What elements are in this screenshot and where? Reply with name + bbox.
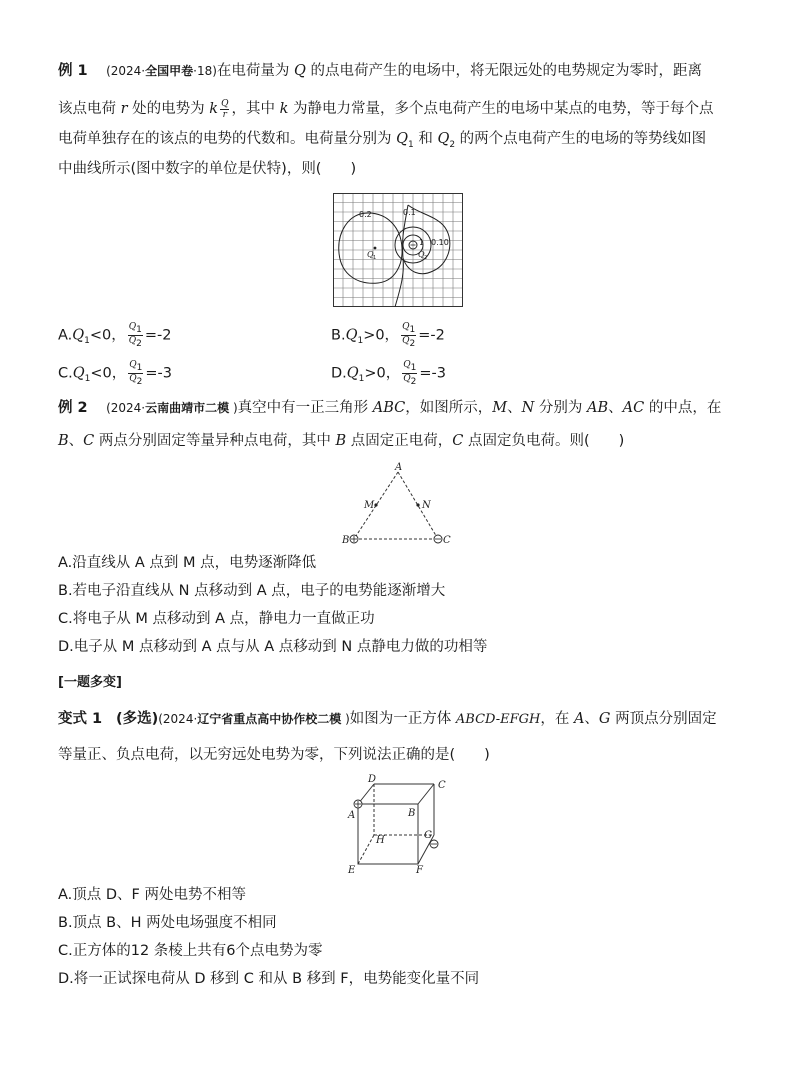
ex2-b: B bbox=[335, 433, 347, 449]
option-letter: A. bbox=[58, 327, 73, 344]
var1-text: 如图为一正方体 bbox=[349, 711, 456, 727]
tri-label-m: M bbox=[364, 500, 375, 511]
option-sign: >0， bbox=[363, 327, 400, 344]
var1-text: 等量正、负点电荷，以无穷远处电势为零，下列说法正确的是( ) bbox=[58, 747, 490, 763]
ex2-option-b[interactable]: B.若电子沿直线从 N 点移动到 A 点，电子的电势能逐渐增大 bbox=[58, 583, 446, 599]
ex1-line3 bbox=[58, 128, 754, 156]
ex1-k: k bbox=[279, 101, 289, 117]
ex2-text: ，如图所示， bbox=[405, 400, 493, 416]
ex1-text: 电荷单独存在的该点的电势的代数和。电荷量分别为 bbox=[58, 131, 397, 147]
ex2-n: N bbox=[521, 400, 535, 416]
ex1-q: Q bbox=[294, 63, 306, 79]
ex2-sep: 、 bbox=[68, 433, 84, 449]
q2: Q bbox=[128, 335, 137, 346]
ex1-r: r bbox=[120, 101, 128, 117]
option-letter: C. bbox=[58, 365, 73, 382]
tri-label-a: A bbox=[395, 462, 403, 473]
ex2-source: 云南曲靖市二模 bbox=[145, 401, 230, 415]
ex1-text: 中曲线所示(图中数字的单位是伏特)，则( ) bbox=[58, 161, 357, 177]
var1-multi: (多选) bbox=[115, 711, 159, 727]
potential-fraction bbox=[220, 99, 229, 120]
cube-label-g: G bbox=[424, 830, 432, 841]
triangle-figure bbox=[340, 460, 455, 550]
q1: Q bbox=[403, 360, 411, 370]
q2: Q bbox=[403, 373, 411, 384]
q2: Q bbox=[402, 335, 410, 346]
q1: Q bbox=[129, 360, 137, 370]
q1: Q bbox=[72, 365, 85, 382]
q1: Q bbox=[396, 131, 408, 147]
q1: Q bbox=[128, 322, 137, 332]
ex1-text: 的两个点电荷产生的电场的等势线如图 bbox=[455, 131, 707, 147]
var1-option-a[interactable]: A.顶点 D、F 两处电势不相等 bbox=[58, 887, 246, 903]
ex1-source-pre: (2024· bbox=[106, 64, 146, 78]
label-0-2: 0.2 bbox=[359, 210, 372, 219]
ex1-option-c[interactable] bbox=[58, 360, 172, 390]
ex1-option-a[interactable] bbox=[58, 322, 172, 352]
var1-label: 变式 1 bbox=[58, 711, 103, 727]
equipotential-figure bbox=[333, 193, 463, 307]
q1-sub: 1 bbox=[357, 336, 364, 347]
cube-label-h: H bbox=[376, 835, 385, 846]
q1-sub: 1 bbox=[136, 324, 142, 335]
ex2-text: 分别为 bbox=[534, 400, 588, 416]
ex2-option-a[interactable]: A.沿直线从 A 点到 M 点，电势逐渐降低 bbox=[58, 555, 317, 571]
option-ratio: =-3 bbox=[145, 365, 172, 382]
cube-label-d: D bbox=[368, 774, 377, 785]
tri-label-n: N bbox=[422, 500, 431, 511]
ex2-text: 点固定正电荷， bbox=[346, 433, 453, 449]
ex1-text: 的点电荷产生的电场中，将无限远处的电势规定为零时，距离 bbox=[305, 63, 703, 79]
q1-sub: 1 bbox=[408, 139, 414, 150]
ex1-text: 处的电势为 bbox=[127, 101, 210, 117]
ex2-text: 两点分别固定等量异种点电荷，其中 bbox=[94, 433, 336, 449]
label-q2: Q bbox=[418, 250, 425, 259]
ex2-line1 bbox=[58, 397, 754, 419]
q2-sub: 2 bbox=[410, 376, 417, 387]
ex1-text: 为静电力常量，多个点电荷产生的电场中某点的电势，等于每个点 bbox=[288, 101, 714, 117]
option-ratio: =-2 bbox=[418, 327, 445, 344]
option-letter: B. bbox=[331, 327, 346, 344]
q2-sub: 2 bbox=[136, 338, 142, 349]
var1-option-c[interactable]: C.正方体的12 条棱上共有6个点电势为零 bbox=[58, 943, 323, 959]
ex2-source-post: ) bbox=[229, 401, 238, 415]
ex2-b: B bbox=[58, 433, 69, 449]
ex2-abc: ABC bbox=[372, 400, 406, 416]
var1-source-pre: (2024· bbox=[158, 712, 198, 726]
label-q2-sub: 2 bbox=[424, 255, 428, 261]
ex2-text: 点固定负电荷。则( ) bbox=[463, 433, 625, 449]
ratio-fraction bbox=[128, 322, 143, 349]
ex2-source-pre: (2024· bbox=[106, 401, 146, 415]
ex1-line1 bbox=[58, 60, 754, 82]
ex2-line2 bbox=[58, 430, 754, 452]
var1-line1 bbox=[58, 708, 754, 731]
label-q1: Q bbox=[367, 250, 374, 259]
label-1: 1 bbox=[419, 238, 425, 247]
option-letter: D. bbox=[331, 365, 347, 382]
ex2-ab: AB bbox=[587, 400, 609, 416]
option-ratio: =-2 bbox=[144, 327, 172, 344]
ex1-k: k bbox=[209, 101, 219, 117]
cube-figure bbox=[342, 770, 452, 878]
var1-line2 bbox=[58, 744, 754, 766]
ex1-text: 和 bbox=[413, 131, 438, 147]
var1-source: 辽宁省重点高中协作校二模 bbox=[197, 712, 342, 726]
q1: Q bbox=[402, 322, 410, 332]
ex2-text: 的中点，在 bbox=[644, 400, 722, 416]
frac-num: Q bbox=[221, 98, 229, 109]
var1-option-b[interactable]: B.顶点 B、H 两处电场强度不相同 bbox=[58, 915, 277, 931]
ex1-text: 在电荷量为 bbox=[216, 63, 295, 79]
label-0-10: 0.10 bbox=[431, 238, 449, 247]
tri-label-c: C bbox=[443, 535, 451, 546]
ex1-label: 例 1 bbox=[58, 63, 88, 79]
ex2-text: 真空中有一正三角形 bbox=[237, 400, 373, 416]
ex2-label: 例 2 bbox=[58, 400, 88, 416]
cube-label-c: C bbox=[438, 780, 446, 791]
var1-sep: 、 bbox=[584, 711, 599, 727]
ex2-c: C bbox=[452, 433, 464, 449]
ex1-source-post: ·18) bbox=[193, 64, 217, 78]
var1-cube: ABCD-EFGH bbox=[455, 712, 541, 727]
ex2-ac: AC bbox=[622, 400, 645, 416]
ex1-source: 全国甲卷 bbox=[145, 64, 194, 78]
ex1-text: 该点电荷 bbox=[58, 101, 121, 117]
q1: Q bbox=[72, 327, 85, 344]
frac-den: r bbox=[222, 109, 227, 120]
label-0-1: 0.1 bbox=[403, 208, 416, 217]
var1-text: 两顶点分别固定 bbox=[610, 711, 717, 727]
ex1-line2 bbox=[58, 98, 754, 120]
cube-label-b: B bbox=[408, 808, 416, 819]
section-heading: [一题多变] bbox=[58, 675, 122, 690]
q1-sub: 1 bbox=[410, 362, 417, 373]
ex2-c: C bbox=[83, 433, 95, 449]
var1-option-d[interactable]: D.将一正试探电荷从 D 移到 C 和从 B 移到 F，电势能变化量不同 bbox=[58, 971, 480, 987]
ex2-m: M bbox=[492, 400, 508, 416]
q1-sub: 1 bbox=[84, 374, 91, 385]
option-sign: <0， bbox=[89, 327, 126, 344]
ex1-option-b[interactable] bbox=[331, 322, 445, 352]
option-ratio: =-3 bbox=[419, 365, 447, 382]
q2: Q bbox=[129, 373, 137, 384]
q2-sub: 2 bbox=[136, 376, 143, 387]
var1-g: G bbox=[598, 711, 611, 727]
ex1-option-d[interactable] bbox=[331, 360, 446, 390]
q1-sub: 1 bbox=[84, 336, 90, 347]
var1-text: ，在 bbox=[540, 711, 574, 727]
option-sign: >0， bbox=[364, 365, 401, 382]
ex2-option-c[interactable]: C.将电子从 M 点移动到 A 点，静电力一直做正功 bbox=[58, 611, 375, 627]
ex1-text: ，其中 bbox=[231, 101, 280, 117]
option-sign: <0， bbox=[90, 365, 127, 382]
q1: Q bbox=[346, 365, 359, 382]
q1: Q bbox=[345, 327, 358, 344]
label-q1-sub: 1 bbox=[373, 255, 377, 261]
cube-label-e: E bbox=[348, 865, 356, 876]
q1-sub: 1 bbox=[409, 324, 416, 335]
ratio-fraction bbox=[402, 360, 417, 387]
var1-a: A bbox=[573, 711, 585, 727]
q1-sub: 1 bbox=[136, 362, 143, 373]
tri-label-b: B bbox=[342, 535, 350, 546]
cube-label-f: F bbox=[416, 865, 423, 876]
ex2-sep: 、 bbox=[507, 400, 522, 416]
ex2-sep: 、 bbox=[608, 400, 623, 416]
ratio-fraction bbox=[401, 322, 416, 349]
ex2-option-d[interactable]: D.电子从 M 点移动到 A 点与从 A 点移动到 N 点静电力做的功相等 bbox=[58, 639, 488, 655]
q2: Q bbox=[437, 131, 450, 147]
cube-label-a: A bbox=[348, 810, 356, 821]
ratio-fraction bbox=[128, 360, 143, 387]
q2-sub: 2 bbox=[449, 139, 456, 150]
ex1-line4 bbox=[58, 158, 754, 180]
q1-sub: 1 bbox=[358, 374, 365, 385]
var1-source-post: ) bbox=[341, 712, 350, 726]
q2-sub: 2 bbox=[409, 338, 416, 349]
